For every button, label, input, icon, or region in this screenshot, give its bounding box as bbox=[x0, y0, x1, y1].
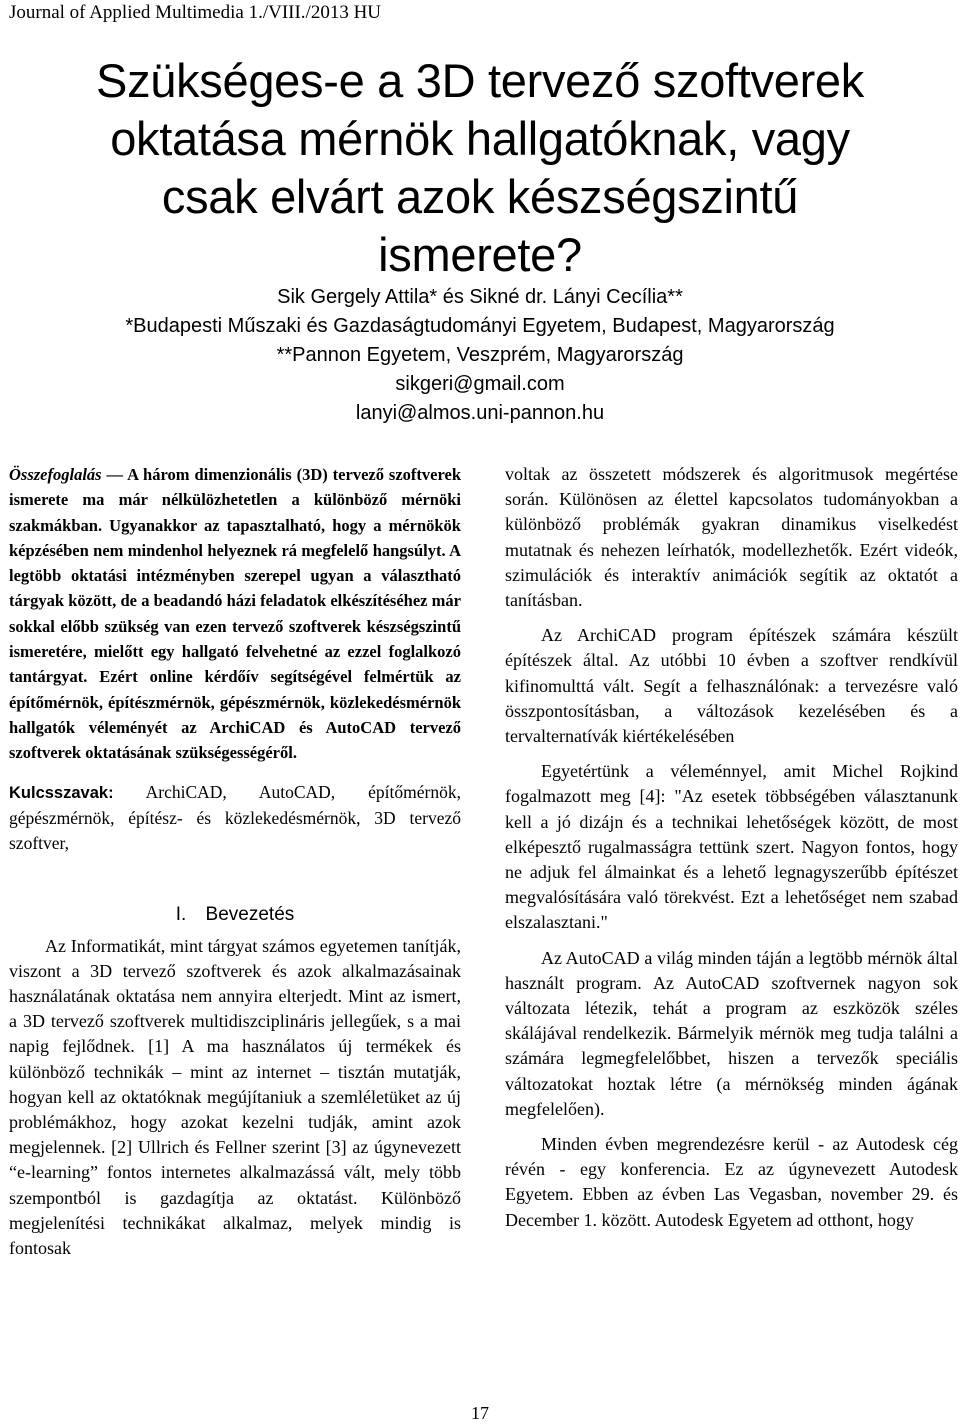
body-paragraph-3: Az AutoCAD a világ minden táján a legtöbb mérnök által használt program. Az AutoCAD szoftvernek nagyon sok változata létezik, tehát a program az eszközök széles skálájával rendelkezik. Bármelyik mérnök meg tudja találni a számára legmegfelelőbbet, hiszen a tervezők speciális változatokat hoztak létre (a mérnökség minden ágának megfelelően). bbox=[505, 947, 958, 1119]
section-heading: I. Bevezetés bbox=[175, 904, 295, 926]
email-2[interactable]: lanyi@almos.uni-pannon.hu bbox=[355, 402, 605, 424]
author-names: Sik Gergely Attila* és Sikné dr. Lányi Cecília** bbox=[277, 286, 683, 308]
body-paragraph-4: Minden évben megrendezésre kerül - az Autodesk cég révén - egy konferencia. Ez az úgynevezett Autodesk Egyetem. Ebben az évben Las Vegasban, november 29. és December 1. között. Autodesk Egyetem ad otthont, hogy bbox=[505, 1134, 958, 1230]
affiliation-1: *Budapesti Műszaki és Gazdaságtudományi Egyetem, Budapest, Magyarország bbox=[125, 315, 835, 337]
author-block bbox=[0, 283, 960, 428]
body-paragraph-2: Egyetértünk a véleménnyel, amit Michel Rojkind fogalmazott meg [4]: "Az esetek többségében választanunk kell a jó dizájn és a technikai lehetőségek között, de most elképesztő rugalmasságra tettünk szert. Nagyon fontos, hogy ne adjuk fel álmainkat és a lehető legnagyszerűbb építészet megvalósítására való törekvést. Ezt a lehetőséget nem szabad elszalasztani." bbox=[505, 761, 958, 933]
keywords-text: ArchiCAD, AutoCAD, építőmérnök, gépészmérnök, építész- és közlekedésmérnök, 3D tervező szoftver, bbox=[9, 781, 461, 854]
page-number: 17 bbox=[471, 1403, 489, 1423]
abstract bbox=[9, 462, 461, 766]
affiliation-2: **Pannon Egyetem, Veszprém, Magyarország bbox=[276, 344, 684, 366]
right-column bbox=[505, 462, 958, 1233]
email-1[interactable]: sikgeri@gmail.com bbox=[395, 373, 565, 395]
intro-paragraph: Az Informatikát, mint tárgyat számos egyetemen tanítják, viszont a 3D tervező szoftverek és azok alkalmazásainak használatának oktatása nem annyira elterjedt. Mint az ismert, a 3D tervező szoftverek multidiszciplináris jellegűek, s a mai napig fejlődnek. [1] A ma használatos új termékek és különböző technikák – mint az internet – tisztán mutatják, hogyan kell az oktatóknak megújítaniuk a szemléletüket az új problémákhoz, hogy azokat kezelni tudják, amint azok megjelennek. [2] Ullrich és Fellner szerint [3] az úgynevezett “e-learning” fontos internetes alkalmazássá vált, mely több szempontból is gazdagítja az oktatást. Különböző megjelenítési technikákat alkalmaz, melyek mindig is fontosak bbox=[9, 935, 461, 1259]
keywords bbox=[9, 780, 461, 857]
abstract-label: Összefoglalás bbox=[9, 465, 102, 484]
journal-header: Journal of Applied Multimedia 1./VIII./2013 HU bbox=[9, 2, 382, 23]
paper-title: Szükséges-e a 3D tervező szoftverek oktatása mérnök hallgatóknak, vagy csak elvárt azok készségszintű ismerete? bbox=[96, 54, 864, 281]
body-paragraph-1: Az ArchiCAD program építészek számára készült építészek által. Az utóbbi 10 évben a szoftver rendkívül kifinomulttá vált. Segít a felhasználónak: a tervezésre való összpontosításban, a változások kezelésében és a tervalternatívák kiértékelésében bbox=[505, 625, 958, 747]
left-column bbox=[9, 462, 461, 1261]
body-paragraph-0: voltak az összetett módszerek és algoritmusok megértése során. Különösen az élettel kapcsolatos tudományokban a különböző problémák gyakran dinamikus viselkedést mutatnak és nehezen leírhatók, modellezhetők. Ezért videók, szimulációk és interaktív animációk segítik az oktatót a tanításban. bbox=[505, 464, 958, 611]
keywords-label: Kulcsszavak: bbox=[9, 783, 114, 802]
abstract-text: — A három dimenzionális (3D) tervező szoftverek ismerete ma már nélkülözhetetlen a különböző mérnöki szakmákban. Ugyanakkor az tapasztalható, hogy a mérnökök képzésében nem mindenhol helyeznek rá megfelelő hangsúlyt. A legtöbb oktatási intézményben szerepel ugyan a választható tárgyak között, de a beadandó házi feladatok elkészítéséhez már sokkal előbb szükség van ezen tervező szoftverek készségszintű ismeretére, mielőtt egy hallgató felvehetné az ezzel foglalkozó tantárgyat. Ezért online kérdőív segítségével felmértük az építőmérnök, építészmérnök, gépészmérnök, közlekedésmérnök hallgatók véleményét az ArchiCAD és AutoCAD tervező szoftverek oktatásának szükségességéről. bbox=[9, 465, 461, 763]
